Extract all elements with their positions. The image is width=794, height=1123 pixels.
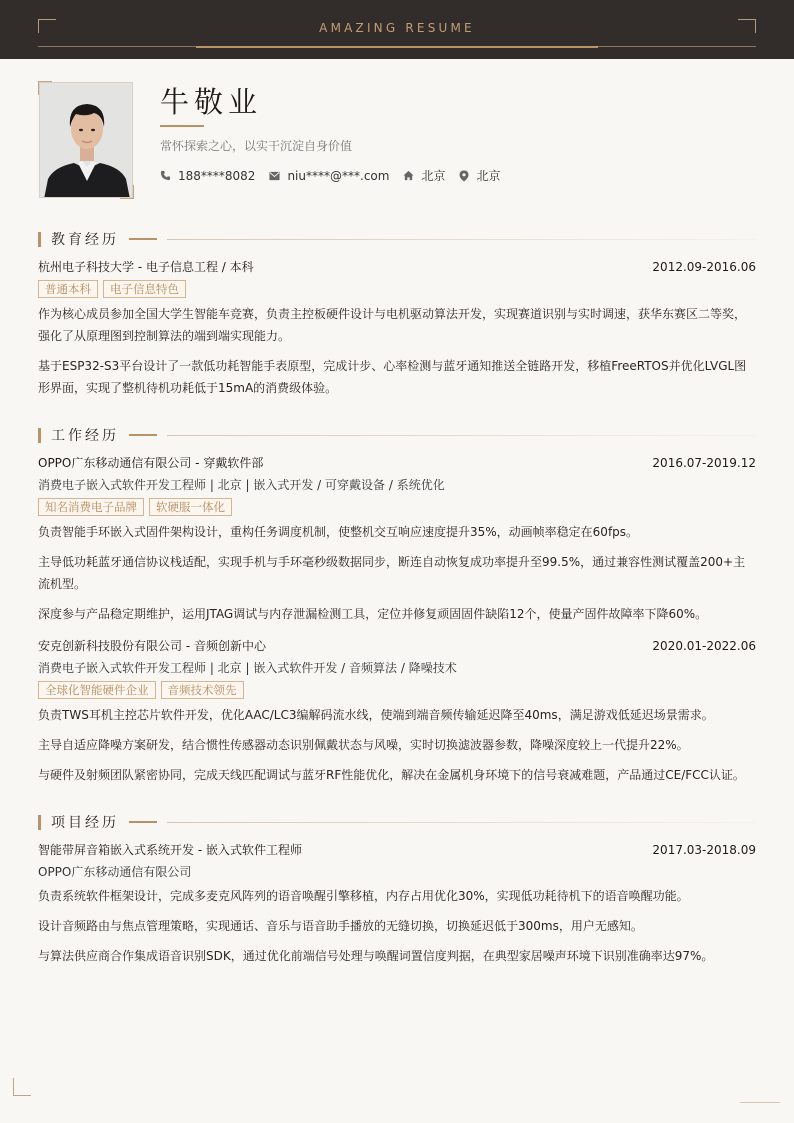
banner-divider-accent (196, 46, 598, 48)
profile-photo-frame (38, 81, 134, 199)
project-entry-header (38, 841, 756, 859)
work-entry-subtitle: 消费电子嵌入式软件开发工程师 | 北京 | 嵌入式软件开发 / 音频算法 / 降噪技术 (38, 661, 457, 675)
work-paragraph: 负责智能手环嵌入式固件架构设计，重构任务调度机制，使整机交互响应速度提升35%，动画帧率稳定在60fps。 (38, 525, 639, 539)
entry-heading: 智能带屏音箱嵌入式系统开发 - 嵌入式软件工程师 (38, 843, 302, 857)
avatar-illustration (40, 83, 133, 198)
location-text: 北京 (476, 169, 501, 183)
phone-number: 188****8082 (178, 168, 256, 183)
project-entry-subtitle: OPPO广东移动通信有限公司 (38, 865, 192, 879)
entry-date: 2012.09-2016.06 (652, 260, 756, 274)
section-accent-line (129, 434, 157, 436)
tag: 电子信息特色 (103, 280, 186, 298)
candidate-tagline: 常怀探索之心，以实干沉淀自身价值 (160, 139, 353, 153)
contact-email (269, 169, 389, 183)
entry-heading: OPPO广东移动通信有限公司 - 穿戴软件部 (38, 456, 264, 470)
education-tags (38, 280, 191, 298)
tag: 音频技术领先 (161, 681, 244, 699)
work-entry-subtitle: 消费电子嵌入式软件开发工程师 | 北京 | 嵌入式开发 / 可穿戴设备 / 系统优化 (38, 478, 445, 492)
section-marker (38, 428, 41, 443)
section-work-header (38, 427, 756, 443)
section-title: 教育经历 (51, 232, 119, 248)
section-divider (167, 822, 756, 823)
project-paragraph: 设计音频路由与焦点管理策略，实现通话、音乐与语音助手播放的无缝切换，切换延迟低于300ms，用户无感知。 (38, 919, 643, 933)
avatar (39, 82, 133, 198)
location-pin-icon (459, 170, 469, 182)
project-paragraph: 负责系统软件框架设计，完成多麦克风阵列的语音唤醒引擎移植，内存占用优化30%，实现低功耗待机下的语音唤醒功能。 (38, 889, 689, 903)
hometown-text: 北京 (421, 169, 446, 183)
candidate-name: 牛敬业 (160, 85, 263, 119)
header-banner (0, 0, 794, 59)
education-paragraph: 作为核心成员参加全国大学生智能车竞赛，负责主控板硬件设计与电机驱动算法开发，实现赛道识别与实时调速，获华东赛区二等奖，强化了从原理图到控制算法的端到端实现能力。 (38, 307, 747, 343)
contact-hometown (403, 167, 445, 184)
footer-corner-decoration (13, 1078, 31, 1096)
education-paragraph: 基于ESP32-S3平台设计了一款低功耗智能手表原型，完成计步、心率检测与蓝牙通知推送全链路开发，移植FreeRTOS并优化LVGL图形界面，实现了整机待机功耗低于15mA的消费级体验。 (38, 359, 747, 395)
name-underline (160, 125, 204, 127)
entry-heading: 杭州电子科技大学 - 电子信息工程 / 本科 (38, 260, 254, 274)
footer-line-decoration (740, 1102, 780, 1103)
work-paragraph: 深度参与产品稳定期维护，运用JTAG调试与内存泄漏检测工具，定位并修复顽固固件缺陷12个，使量产固件故障率下降60%。 (38, 607, 708, 621)
tag: 知名消费电子品牌 (38, 498, 144, 516)
section-title: 工作经历 (51, 428, 119, 444)
work-paragraph: 与硬件及射频团队紧密协同，完成天线匹配调试与蓝牙RF性能优化，解决在金属机身环境下的信号衰减难题，产品通过CE/FCC认证。 (38, 768, 745, 782)
section-marker (38, 815, 41, 830)
email-address: niu****@***.com (287, 168, 390, 183)
section-accent-line (129, 238, 157, 240)
phone-icon (160, 170, 171, 181)
section-education-header (38, 231, 756, 247)
section-title: 项目经历 (51, 815, 119, 831)
contact-phone (160, 169, 255, 183)
section-divider (167, 239, 756, 240)
tag: 软硬服一体化 (149, 498, 232, 516)
banner-title: AMAZING RESUME (319, 21, 475, 35)
entry-date: 2020.01-2022.06 (652, 639, 756, 653)
work-paragraph: 主导自适应降噪方案研发，结合惯性传感器动态识别佩戴状态与风噪，实时切换滤波器参数，降噪深度较上一代提升22%。 (38, 738, 689, 752)
education-entry-header (38, 258, 756, 276)
contact-location (459, 167, 500, 184)
mail-icon (269, 171, 280, 181)
home-icon (403, 170, 414, 181)
section-marker (38, 232, 41, 247)
section-projects-header (38, 814, 756, 830)
entry-date: 2016.07-2019.12 (652, 456, 756, 470)
work-tags (38, 498, 237, 516)
contact-info (160, 167, 514, 184)
section-accent-line (129, 821, 157, 823)
entry-heading: 安克创新科技股份有限公司 - 音频创新中心 (38, 639, 266, 653)
work-entry-header (38, 637, 756, 655)
entry-date: 2017.03-2018.09 (652, 843, 756, 857)
tag: 普通本科 (38, 280, 98, 298)
tag: 全球化智能硬件企业 (38, 681, 156, 699)
section-divider (167, 435, 756, 436)
work-paragraph: 负责TWS耳机主控芯片软件开发，优化AAC/LC3编解码流水线，使端到端音频传输延迟降至40ms，满足游戏低延迟场景需求。 (38, 708, 714, 722)
work-tags (38, 681, 249, 699)
project-paragraph: 与算法供应商合作集成语音识别SDK，通过优化前端信号处理与唤醒词置信度判据，在典型家居噪声环境下识别准确率达97%。 (38, 949, 714, 963)
work-entry-header (38, 454, 756, 472)
work-paragraph: 主导低功耗蓝牙通信协议栈适配，实现手机与手环毫秒级数据同步，断连自动恢复成功率提升至99.5%，通过兼容性测试覆盖200+主流机型。 (38, 555, 746, 591)
